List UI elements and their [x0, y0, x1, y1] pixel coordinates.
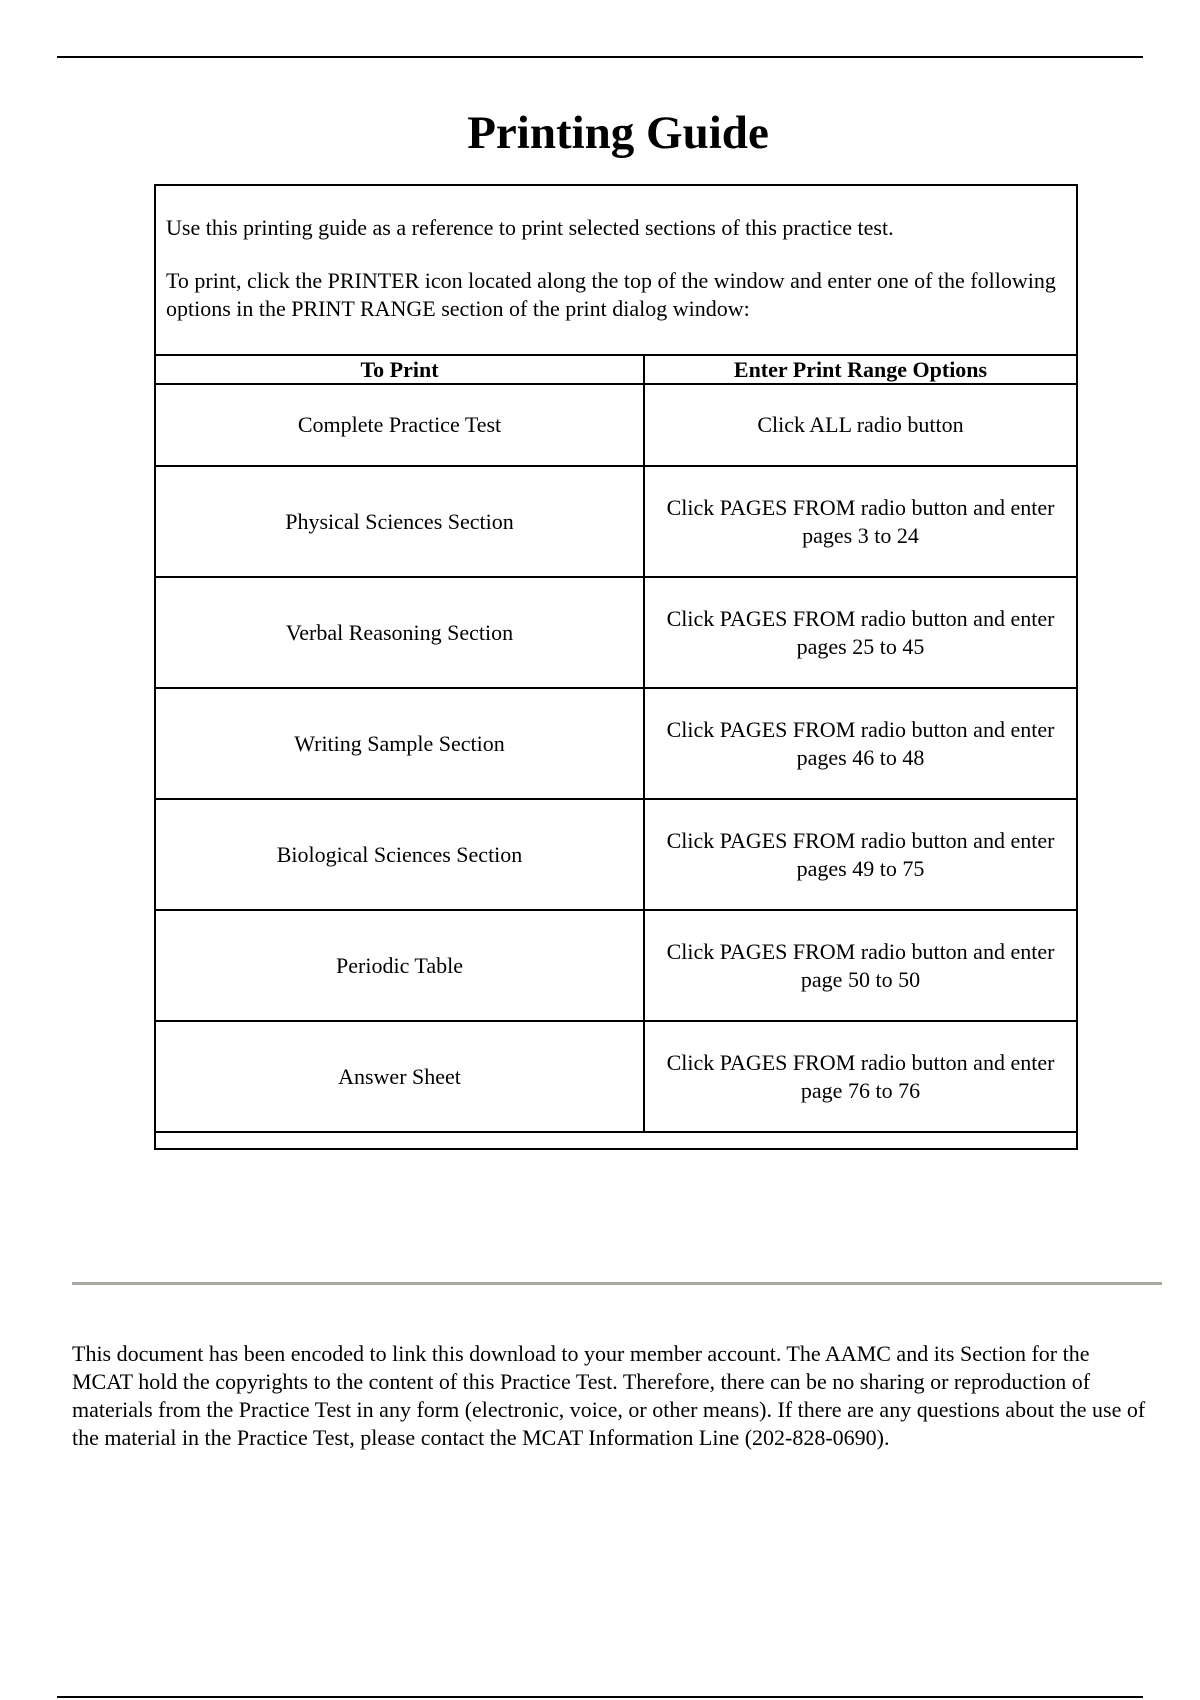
section-cell: Complete Practice Test — [155, 384, 644, 466]
print-range-table — [154, 354, 1078, 1133]
table-row — [155, 577, 1077, 688]
section-cell: Periodic Table — [155, 910, 644, 1021]
table-row — [155, 910, 1077, 1021]
option-cell: Click PAGES FROM radio button and enter pages 25 to 45 — [644, 577, 1077, 688]
bottom-divider — [57, 1696, 1143, 1698]
section-cell: Answer Sheet — [155, 1021, 644, 1132]
footer-divider — [72, 1282, 1162, 1285]
page-title: Printing Guide — [467, 107, 769, 160]
option-cell: Click PAGES FROM radio button and enter pages 49 to 75 — [644, 799, 1077, 910]
table-row — [155, 466, 1077, 577]
table-row — [155, 1021, 1077, 1132]
option-cell: Click PAGES FROM radio button and enter page 76 to 76 — [644, 1021, 1077, 1132]
section-cell: Biological Sciences Section — [155, 799, 644, 910]
table-header-row — [155, 355, 1077, 384]
section-cell: Writing Sample Section — [155, 688, 644, 799]
option-cell: Click PAGES FROM radio button and enter pages 3 to 24 — [644, 466, 1077, 577]
section-cell: Verbal Reasoning Section — [155, 577, 644, 688]
table-row — [155, 688, 1077, 799]
option-cell: Click PAGES FROM radio button and enter pages 46 to 48 — [644, 688, 1077, 799]
intro-text — [166, 214, 1066, 348]
intro-line-instructions: To print, click the PRINTER icon located along the top of the window and enter one of the following options in the PRINT RANGE section of the print dialog window: — [166, 268, 1056, 321]
option-cell: Click ALL radio button — [644, 384, 1077, 466]
option-cell: Click PAGES FROM radio button and enter page 50 to 50 — [644, 910, 1077, 1021]
intro-line-reference: Use this printing guide as a reference to print selected sections of this practice test. — [166, 215, 894, 240]
copyright-notice: This document has been encoded to link this download to your member account. The AAMC and its Section for the MCAT hold the copyrights to the content of this Practice Test. Therefore, there can be no sharing or reproduction of materials from the Practice Test in any form (electronic, voice, or other means). If there are any questions about the use of the material in the Practice Test, please contact the MCAT Information Line (202-828-0690). — [72, 1341, 1146, 1450]
printing-guide-box — [154, 184, 1078, 1150]
table-row — [155, 384, 1077, 466]
section-cell: Physical Sciences Section — [155, 466, 644, 577]
header-print-range-options: Enter Print Range Options — [644, 355, 1077, 384]
top-divider — [57, 56, 1143, 58]
table-row — [155, 799, 1077, 910]
header-to-print: To Print — [155, 355, 644, 384]
